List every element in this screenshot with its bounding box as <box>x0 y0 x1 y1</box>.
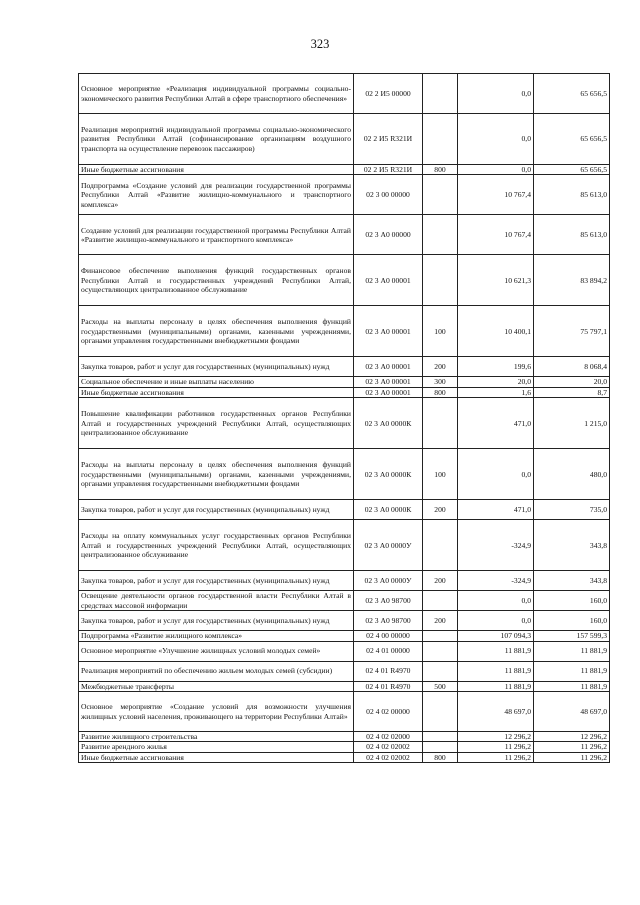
row-amount-change-cell: 11 881,9 <box>458 641 534 661</box>
row-code-cell: 02 3 А0 00001 <box>354 306 423 357</box>
row-name-cell: Реализация мероприятий по обеспечению жильем молодых семей (субсидии) <box>79 661 354 681</box>
table-row <box>79 215 610 255</box>
row-expense-type-cell: 200 <box>423 357 458 377</box>
table-row <box>79 500 610 520</box>
table-row <box>79 742 610 752</box>
row-expense-type-cell <box>423 661 458 681</box>
row-amount-total-cell: 83 894,2 <box>534 255 610 306</box>
budget-table-body <box>79 74 610 763</box>
row-expense-type-cell <box>423 74 458 114</box>
row-expense-type-cell: 800 <box>423 387 458 397</box>
table-row <box>79 398 610 449</box>
row-name-cell: Создание условий для реализации государственной программы Республики Алтай «Развитие жилищно-коммунального и транспортного комплекса» <box>79 215 354 255</box>
row-expense-type-cell <box>423 641 458 661</box>
table-row <box>79 306 610 357</box>
row-expense-type-cell <box>423 591 458 611</box>
row-amount-total-cell: 160,0 <box>534 591 610 611</box>
table-row <box>79 114 610 165</box>
row-name-cell: Расходы на выплаты персоналу в целях обеспечения выполнения функций государственными (муниципальными) органами, казенными учреждениями, органами управления государственными внебюджетными фондами <box>79 449 354 500</box>
row-code-cell: 02 2 И5 R321И <box>354 114 423 165</box>
table-row <box>79 74 610 114</box>
table-row <box>79 255 610 306</box>
row-amount-total-cell: 160,0 <box>534 611 610 631</box>
row-code-cell: 02 4 01 R4970 <box>354 661 423 681</box>
table-row <box>79 377 610 387</box>
row-amount-total-cell: 735,0 <box>534 500 610 520</box>
row-amount-total-cell: 343,8 <box>534 571 610 591</box>
table-row <box>79 752 610 762</box>
row-amount-change-cell: 10 400,1 <box>458 306 534 357</box>
row-expense-type-cell: 100 <box>423 306 458 357</box>
table-row <box>79 611 610 631</box>
row-amount-change-cell: 0,0 <box>458 114 534 165</box>
row-expense-type-cell <box>423 215 458 255</box>
row-amount-change-cell: 0,0 <box>458 449 534 500</box>
row-code-cell: 02 3 А0 98700 <box>354 611 423 631</box>
row-amount-total-cell: 8,7 <box>534 387 610 397</box>
row-amount-change-cell: 20,0 <box>458 377 534 387</box>
row-code-cell: 02 3 00 00000 <box>354 175 423 215</box>
row-code-cell: 02 3 А0 00001 <box>354 387 423 397</box>
row-name-cell: Расходы на оплату коммунальных услуг государственных органов Республики Алтай и государственных учреждений Республики Алтай, осуществляющих централизованное обслуживание <box>79 520 354 571</box>
row-code-cell: 02 4 01 00000 <box>354 641 423 661</box>
row-amount-change-cell: -324,9 <box>458 520 534 571</box>
table-row <box>79 591 610 611</box>
row-name-cell: Иные бюджетные ассигнования <box>79 752 354 762</box>
row-amount-change-cell: 0,0 <box>458 591 534 611</box>
row-name-cell: Реализация мероприятий индивидуальной программы социально-экономического развития Республики Алтай (софинансирование организациям воздушного транспорта на осуществление перевозок пассажиров) <box>79 114 354 165</box>
table-row <box>79 175 610 215</box>
row-expense-type-cell: 200 <box>423 611 458 631</box>
row-expense-type-cell: 500 <box>423 681 458 691</box>
row-code-cell: 02 3 А0 00000 <box>354 215 423 255</box>
row-amount-total-cell: 75 797,1 <box>534 306 610 357</box>
row-name-cell: Межбюджетные трансферты <box>79 681 354 691</box>
row-code-cell: 02 2 И5 R321И <box>354 165 423 175</box>
row-code-cell: 02 2 И5 00000 <box>354 74 423 114</box>
row-amount-change-cell: -324,9 <box>458 571 534 591</box>
row-code-cell: 02 3 А0 0000К <box>354 500 423 520</box>
table-row <box>79 571 610 591</box>
row-name-cell: Повышение квалификации работников государственных органов Республики Алтай и государственных учреждений Республики Алтай, осуществляющих централизованное обслуживание <box>79 398 354 449</box>
row-amount-change-cell: 10 767,4 <box>458 175 534 215</box>
row-expense-type-cell <box>423 175 458 215</box>
row-amount-total-cell: 65 656,5 <box>534 74 610 114</box>
row-name-cell: Развитие арендного жилья <box>79 742 354 752</box>
table-row <box>79 387 610 397</box>
row-amount-total-cell: 48 697,0 <box>534 692 610 732</box>
row-code-cell: 02 3 А0 0000У <box>354 571 423 591</box>
row-amount-change-cell: 11 881,9 <box>458 661 534 681</box>
table-row <box>79 520 610 571</box>
row-amount-total-cell: 12 296,2 <box>534 732 610 742</box>
budget-table <box>78 73 610 763</box>
row-code-cell: 02 3 А0 98700 <box>354 591 423 611</box>
row-name-cell: Закупка товаров, работ и услуг для государственных (муниципальных) нужд <box>79 500 354 520</box>
row-code-cell: 02 3 А0 0000К <box>354 398 423 449</box>
row-amount-total-cell: 11 296,2 <box>534 742 610 752</box>
row-expense-type-cell: 200 <box>423 500 458 520</box>
row-amount-total-cell: 85 613,0 <box>534 175 610 215</box>
row-amount-change-cell: 471,0 <box>458 500 534 520</box>
table-row <box>79 661 610 681</box>
row-amount-total-cell: 11 881,9 <box>534 661 610 681</box>
row-expense-type-cell: 800 <box>423 165 458 175</box>
table-row <box>79 631 610 641</box>
row-code-cell: 02 3 А0 00001 <box>354 377 423 387</box>
row-name-cell: Закупка товаров, работ и услуг для государственных (муниципальных) нужд <box>79 571 354 591</box>
row-amount-change-cell: 471,0 <box>458 398 534 449</box>
row-amount-change-cell: 199,6 <box>458 357 534 377</box>
page-number: 323 <box>310 37 330 51</box>
row-amount-change-cell: 0,0 <box>458 611 534 631</box>
row-expense-type-cell <box>423 732 458 742</box>
row-expense-type-cell: 200 <box>423 571 458 591</box>
row-amount-total-cell: 8 068,4 <box>534 357 610 377</box>
row-amount-total-cell: 157 599,3 <box>534 631 610 641</box>
row-name-cell: Основное мероприятие «Реализация индивидуальной программы социально-экономического развития Республики Алтай в сфере транспортного обеспечения» <box>79 74 354 114</box>
row-amount-change-cell: 11 296,2 <box>458 742 534 752</box>
table-row <box>79 641 610 661</box>
row-amount-total-cell: 480,0 <box>534 449 610 500</box>
row-code-cell: 02 4 01 R4970 <box>354 681 423 691</box>
row-name-cell: Иные бюджетные ассигнования <box>79 165 354 175</box>
table-row <box>79 681 610 691</box>
row-amount-total-cell: 11 881,9 <box>534 681 610 691</box>
row-expense-type-cell: 300 <box>423 377 458 387</box>
row-amount-change-cell: 12 296,2 <box>458 732 534 742</box>
row-name-cell: Закупка товаров, работ и услуг для государственных (муниципальных) нужд <box>79 357 354 377</box>
row-name-cell: Иные бюджетные ассигнования <box>79 387 354 397</box>
row-amount-total-cell: 11 881,9 <box>534 641 610 661</box>
row-amount-change-cell: 10 621,3 <box>458 255 534 306</box>
row-code-cell: 02 3 А0 00001 <box>354 255 423 306</box>
row-name-cell: Подпрограмма «Создание условий для реализации государственной программы Республики Алтай «Развитие жилищно-коммунального и транспортного комплекса» <box>79 175 354 215</box>
row-amount-change-cell: 107 094,3 <box>458 631 534 641</box>
row-name-cell: Закупка товаров, работ и услуг для государственных (муниципальных) нужд <box>79 611 354 631</box>
row-name-cell: Основное мероприятие «Улучшение жилищных условий молодых семей» <box>79 641 354 661</box>
row-name-cell: Подпрограмма «Развитие жилищного комплекса» <box>79 631 354 641</box>
row-code-cell: 02 3 А0 0000У <box>354 520 423 571</box>
row-expense-type-cell <box>423 114 458 165</box>
table-row <box>79 732 610 742</box>
row-code-cell: 02 3 А0 00001 <box>354 357 423 377</box>
row-amount-change-cell: 48 697,0 <box>458 692 534 732</box>
row-name-cell: Социальное обеспечение и иные выплаты населению <box>79 377 354 387</box>
row-amount-change-cell: 0,0 <box>458 74 534 114</box>
row-expense-type-cell <box>423 398 458 449</box>
row-expense-type-cell <box>423 255 458 306</box>
row-code-cell: 02 4 00 00000 <box>354 631 423 641</box>
row-amount-total-cell: 65 656,5 <box>534 114 610 165</box>
row-code-cell: 02 4 02 02002 <box>354 752 423 762</box>
table-row <box>79 692 610 732</box>
row-amount-total-cell: 343,8 <box>534 520 610 571</box>
row-name-cell: Расходы на выплаты персоналу в целях обеспечения выполнения функций государственными (муниципальными) органами, казенными учреждениями, органами управления государственными внебюджетными фондами <box>79 306 354 357</box>
row-amount-total-cell: 11 296,2 <box>534 752 610 762</box>
row-code-cell: 02 4 02 02002 <box>354 742 423 752</box>
row-name-cell: Развитие жилищного строительства <box>79 732 354 742</box>
row-name-cell: Освещение деятельности органов государственной власти Республики Алтай в средствах массовой информации <box>79 591 354 611</box>
table-row <box>79 357 610 377</box>
row-amount-change-cell: 11 881,9 <box>458 681 534 691</box>
row-code-cell: 02 4 02 02000 <box>354 732 423 742</box>
row-expense-type-cell <box>423 742 458 752</box>
row-code-cell: 02 3 А0 0000К <box>354 449 423 500</box>
row-expense-type-cell <box>423 692 458 732</box>
row-code-cell: 02 4 02 00000 <box>354 692 423 732</box>
row-amount-change-cell: 11 296,2 <box>458 752 534 762</box>
row-amount-change-cell: 10 767,4 <box>458 215 534 255</box>
row-amount-change-cell: 1,6 <box>458 387 534 397</box>
row-expense-type-cell <box>423 631 458 641</box>
row-amount-change-cell: 0,0 <box>458 165 534 175</box>
row-expense-type-cell <box>423 520 458 571</box>
row-amount-total-cell: 1 215,0 <box>534 398 610 449</box>
table-row <box>79 165 610 175</box>
row-amount-total-cell: 85 613,0 <box>534 215 610 255</box>
table-row <box>79 449 610 500</box>
row-expense-type-cell: 800 <box>423 752 458 762</box>
row-amount-total-cell: 20,0 <box>534 377 610 387</box>
row-name-cell: Основное мероприятие «Создание условий для возможности улучшения жилищных условий населения, проживающего на территории Республики Алтай» <box>79 692 354 732</box>
row-name-cell: Финансовое обеспечение выполнения функций государственных органов Республики Алтай и государственных учреждений Республики Алтай, осуществляющих централизованное обслуживание <box>79 255 354 306</box>
row-expense-type-cell: 100 <box>423 449 458 500</box>
row-amount-total-cell: 65 656,5 <box>534 165 610 175</box>
